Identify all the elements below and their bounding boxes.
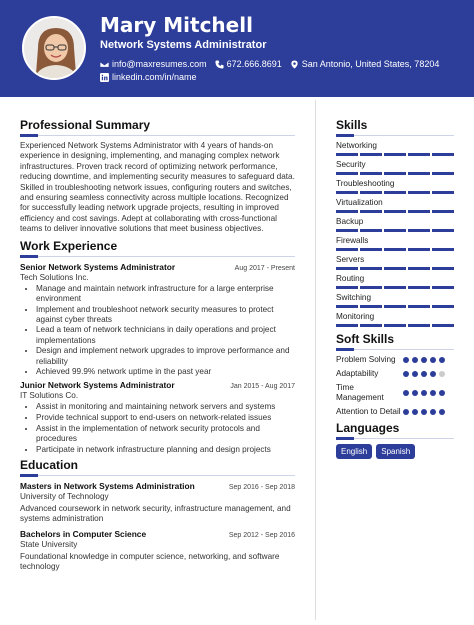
skill-bar-segment [360,172,382,175]
skill-name: Virtualization [336,198,383,207]
education-date: Sep 2016 - Sep 2018 [228,484,295,491]
rating-dot-filled [439,409,445,415]
side-column [336,118,454,459]
section-underline [20,135,295,136]
skill-bar-segment [432,286,454,289]
candidate-title: Network Systems Administrator [100,39,267,51]
skill-bar [336,267,454,270]
rating-dot-filled [412,371,418,377]
skill-name: Monitoring [336,312,375,321]
rating-dot-filled [439,357,445,363]
avatar [22,16,86,80]
skill-bar-segment [408,191,430,194]
contact-row [100,59,447,69]
skill-name: Servers [336,255,365,264]
skill-bar-segment [360,191,382,194]
candidate-name: Mary Mitchell [100,13,253,37]
job-company: IT Solutions Co. [20,391,79,401]
job-entry [20,380,295,455]
education-description: Foundational knowledge in computer science, networking, and software technology [20,551,280,572]
job-title: Junior Network Systems Administrator [20,380,175,391]
skill-bar-segment [408,267,430,270]
rating-dot-filled [403,371,409,377]
skill-bar-segment [384,324,406,327]
rating-dot-filled [430,371,436,377]
rating-dot-filled [430,357,436,363]
skill-bar-segment [408,305,430,308]
skill-bar-segment [432,191,454,194]
skill-bar-segment [384,305,406,308]
rating-dot-filled [421,371,427,377]
skill-bar-segment [360,153,382,156]
email-text: info@maxresumes.com [112,59,207,69]
language-badge: English [336,444,372,459]
list-item: • Achieved 99.9% network uptime in the past year [36,367,295,377]
soft-skill-row [336,407,454,417]
soft-skill-name: Problem Solving [336,355,396,364]
skill-bar-segment [432,305,454,308]
list-item: • Participate in network infrastructure planning and design projects [36,445,295,455]
list-item: • Assist in monitoring and maintaining network servers and systems [36,402,295,412]
skill-name: Routing [336,274,365,283]
rating-dots [403,409,454,415]
skill-bar-segment [432,210,454,213]
skill-bar-segment [408,229,430,232]
rating-dot-filled [412,409,418,415]
summary-text: Experienced Network Systems Administrator with 4 years of hands-on experience in designing, implementing, and managing complex network infrastructures. Proven track record of optimizing network performance, reducing downtime, and implementing security measures to safeguard data. Skilled in troubleshooting network issues, configuring routers and switches, and ensuring seamless connectivity across multiple locations. Recognized for successfully leading network upgrade projects, resulting in improved efficiency and cost savings. Adept at collaborating with cross-functional teams to deliver innovative solutions that meet business objectives. [20,141,295,234]
job-date: Jan 2015 - Aug 2017 [230,383,295,391]
education-entry [20,481,295,525]
skill-bar-segment [384,153,406,156]
list-item: • Lead a team of network technicians in daily operations and project implementations [36,325,295,345]
column-divider [315,100,316,620]
soft-skill-name: Adaptability [336,369,379,378]
skill-bar-segment [336,153,358,156]
skill-bar-segment [336,248,358,251]
soft-skills-list [336,355,454,417]
rating-dots [403,371,454,377]
skill-bar-segment [432,324,454,327]
phone-text: 672.666.8691 [226,59,282,69]
skill-bar-segment [360,324,382,327]
rating-dots [403,390,454,396]
skill-bar-segment [360,286,382,289]
skill-bar-segment [384,286,406,289]
soft-skill-name: Time Management [336,383,384,402]
skill-bar [336,229,454,232]
email-item[interactable] [100,59,207,69]
experience-heading: Work Experience [20,238,118,253]
section-underline [20,256,295,257]
skill-bar-segment [384,172,406,175]
skill-name: Networking [336,141,377,150]
skill-bar-segment [384,267,406,270]
rating-dot-filled [430,390,436,396]
skill-name: Backup [336,217,364,226]
skill-bar-segment [384,210,406,213]
skill-bar-segment [432,248,454,251]
list-item: • Design and implement network upgrades to improve performance and reliability [36,346,295,366]
linkedin-text: linkedin.com/in/name [112,72,197,82]
skill-bar-segment [384,229,406,232]
rating-dots [403,357,454,363]
main-column [20,118,295,573]
skill-bar [336,153,454,156]
skill-bar-segment [432,172,454,175]
skill-bar-segment [408,153,430,156]
phone-item[interactable] [215,59,282,69]
skills-heading: Skills [336,118,368,132]
job-company: Tech Solutions Inc. [20,272,89,282]
skill-bar [336,210,454,213]
skill-name: Switching [336,293,372,302]
skill-bar-segment [336,324,358,327]
skill-bar-segment [336,286,358,289]
location-item [290,59,440,69]
email-icon [100,60,109,69]
skill-bar-segment [336,210,358,213]
skill-bar [336,248,454,251]
job-date: Aug 2017 - Present [234,264,295,272]
skill-name: Troubleshooting [336,179,395,188]
section-underline [336,135,454,136]
education-entry [20,529,295,573]
school-name: University of Technology [20,492,109,501]
language-badge: Spanish [376,444,415,459]
rating-dot-filled [421,390,427,396]
skill-bar-segment [336,305,358,308]
degree-title: Bachelors in Computer Science [20,528,147,539]
skill-bar-segment [360,210,382,213]
skill-bar-segment [360,267,382,270]
rating-dot-filled [403,357,409,363]
summary-heading: Professional Summary [20,118,151,132]
skill-bar [336,286,454,289]
languages-heading: Languages [336,421,400,435]
soft-skill-name: Attention to Detail [336,407,401,416]
rating-dot-filled [403,409,409,415]
list-item: • Manage and maintain network infrastructure for a large enterprise environment [36,284,295,304]
skill-bar-segment [336,267,358,270]
rating-dot-filled [412,357,418,363]
skill-bar-segment [408,324,430,327]
school-name: State University [20,539,78,549]
skill-bar-segment [336,172,358,175]
soft-skill-row [336,369,454,379]
contact-row-2 [100,72,205,82]
skill-bar-segment [408,210,430,213]
skill-bar-segment [408,172,430,175]
skills-list [336,141,454,327]
education-heading: Education [20,458,79,472]
section-underline [20,475,295,476]
skill-bar-segment [384,191,406,194]
linkedin-icon [100,73,109,82]
skill-bar [336,172,454,175]
linkedin-item[interactable] [100,72,197,82]
section-underline [336,438,454,439]
job-bullets [36,402,295,455]
phone-icon [215,60,224,69]
rating-dot-filled [439,390,445,396]
skill-bar-segment [408,248,430,251]
soft-skill-row [336,355,454,365]
skill-bar-segment [336,191,358,194]
skill-bar [336,305,454,308]
skill-bar [336,324,454,327]
job-bullets [36,284,295,378]
skill-bar-segment [408,286,430,289]
skill-bar-segment [360,305,382,308]
skill-bar-segment [384,248,406,251]
rating-dot-filled [421,409,427,415]
education-date: Sep 2012 - Sep 2016 [228,531,295,539]
rating-dot-filled [412,390,418,396]
degree-title: Masters in Network Systems Administration [20,481,195,491]
rating-dot-empty [439,371,445,377]
skill-bar-segment [432,267,454,270]
skill-bar-segment [360,248,382,251]
skill-bar [336,191,454,194]
location-icon [290,60,299,69]
soft-skills-heading: Soft Skills [336,332,395,346]
list-item: • Implement and troubleshoot network security measures to protect against cyber threats [36,305,295,325]
skill-bar-segment [432,229,454,232]
resume-header [0,0,474,97]
list-item: • Assist in the implementation of network security protocols and procedures [36,424,295,444]
rating-dot-filled [430,409,436,415]
job-entry [20,262,295,378]
location-text: San Antonio, United States, 78204 [301,59,440,69]
soft-skill-row [336,383,454,403]
skill-bar-segment [336,229,358,232]
section-underline [336,349,454,350]
skill-bar-segment [432,153,454,156]
education-description: Advanced coursework in network security, infrastructure management, and systems administration [20,504,291,524]
profile-photo-icon [24,18,86,80]
rating-dot-filled [403,390,409,396]
job-title: Senior Network Systems Administrator [20,261,176,272]
rating-dot-filled [421,357,427,363]
skill-name: Firewalls [336,236,369,245]
list-item: • Provide technical support to end-users on network-related issues [36,413,295,423]
languages-list [336,444,454,459]
skill-name: Security [336,160,366,169]
skill-bar-segment [360,229,382,232]
